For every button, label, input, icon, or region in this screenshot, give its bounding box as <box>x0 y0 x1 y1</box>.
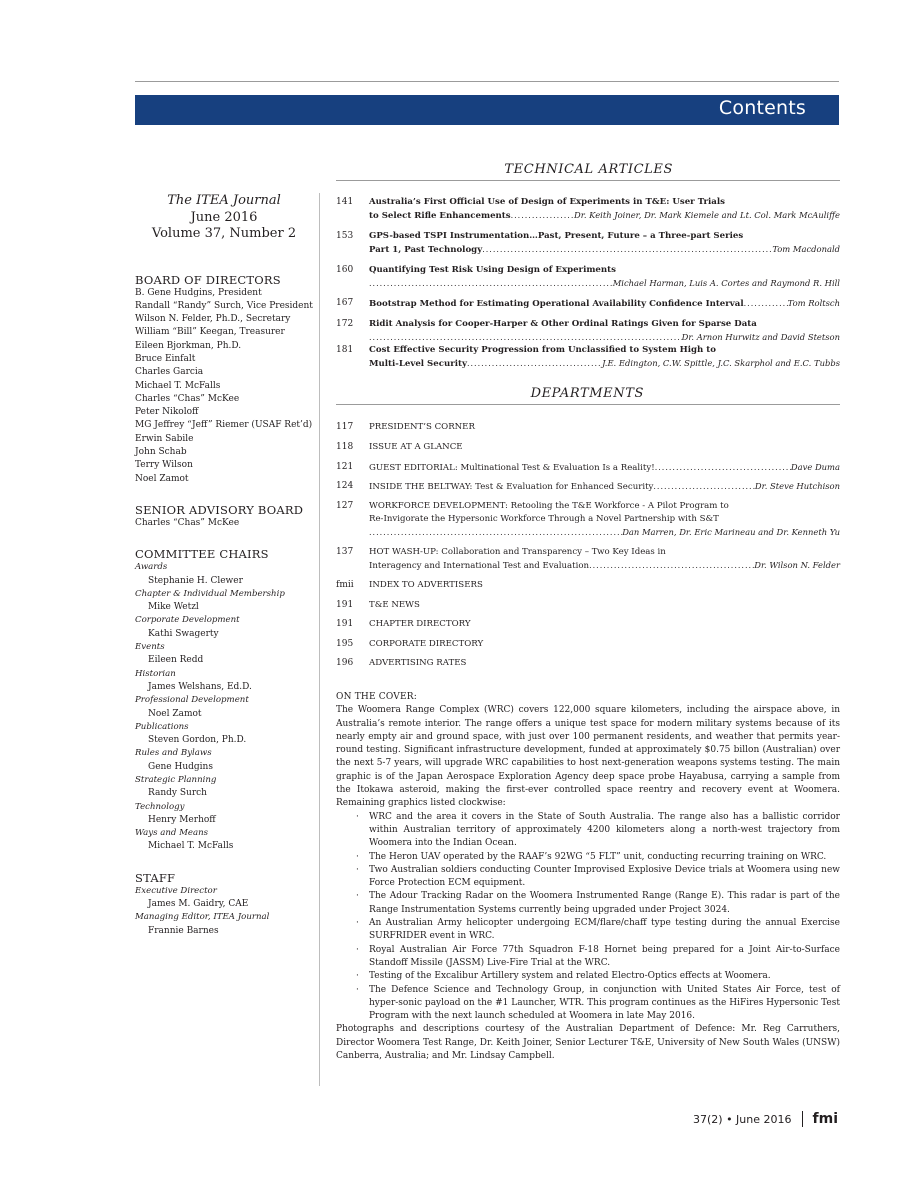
department-entry[interactable] <box>336 638 840 651</box>
board-title: BOARD OF DIRECTORS <box>135 272 281 287</box>
board-member: Wilson N. Felder, Ph.D., Secretary <box>135 314 291 325</box>
department-authors: Dr. Steve Hutchison <box>754 481 840 491</box>
board-member: William “Bill” Keegan, Treasurer <box>135 327 285 338</box>
committee-role: Chapter & Individual Membership <box>135 588 285 599</box>
article-authors: Tom Roltsch <box>787 298 840 308</box>
article-title: to Select Rifle Enhancements <box>369 211 511 221</box>
page-number: 160 <box>336 265 354 275</box>
committee-chair: Stephanie H. Clewer <box>148 575 243 586</box>
page-number: 127 <box>336 501 354 511</box>
department-entry[interactable] <box>336 500 840 539</box>
department-title: Interagency and International Test and Evaluation <box>369 561 590 571</box>
technical-heading <box>336 162 840 181</box>
page-number: 167 <box>336 298 354 308</box>
committee-chair: Michael T. McFalls <box>148 841 234 852</box>
board-member: B. Gene Hudgins, President <box>135 287 262 298</box>
board-member: Noel Zamot <box>135 473 189 484</box>
department-authors: Dan Marren, Dr. Eric Marineau and Dr. Kenneth Yu <box>622 527 840 537</box>
page-number: 191 <box>336 619 354 629</box>
board-member: Eileen Bjorkman, Ph.D. <box>135 340 242 351</box>
cover-intro: The Woomera Range Complex (WRC) covers 122,000 square kilometers, including the airspace above, in Australia’s remote interior. The range offers a unique test space for modern military systems because of its nearly empty air and ground space, with just over 100 permanent residents, and weather that permits year-round testing. Significant infrastructure development, funded at approximately $0.75 billon (Australian) over the next 5-7 years, will upgrade WRC capabilities to host next-generation weapons systems testing. The main graphic is of the Japan Aerospace Exploration Agency deep space probe Hayabusa, carrying a sample from the Itokawa asteroid, making the first-ever controlled space reentry and recovery event at Woomera. Remaining graphics listed clockwise: <box>336 705 840 809</box>
article-authors: Dr. Arnon Hurwitz and David Stetson <box>681 332 840 342</box>
board-member: Charles Garcia <box>135 367 204 378</box>
department-authors: Dave Duma <box>790 462 840 472</box>
journal-volume: Volume 37, Number 2 <box>151 226 297 241</box>
committee-role: Historian <box>135 668 176 679</box>
board-member: Bruce Einfalt <box>135 353 196 364</box>
article-entry[interactable] <box>336 230 840 257</box>
article-entry[interactable] <box>336 318 840 344</box>
cover-bullet: · Royal Australian Air Force 77th Squadron F-18 Hornet being prepared for a Joint Air-to-Surface Standoff Missile (JASSM) Live-Fire Trial at the WRC. <box>336 944 840 971</box>
article-entry[interactable] <box>336 344 840 371</box>
article-title: Part 1, Past Technology <box>369 245 483 255</box>
advisory-title: SENIOR ADVISORY BOARD <box>135 502 304 517</box>
staff-name: Frannie Barnes <box>148 925 219 936</box>
staff-role: Executive Director <box>135 885 217 896</box>
department-entry[interactable] <box>336 421 840 434</box>
masthead-column <box>135 193 313 938</box>
board-member: Terry Wilson <box>135 460 193 471</box>
page-number: 117 <box>336 422 354 432</box>
committee-role: Awards <box>135 562 168 573</box>
committee-chair: Gene Hudgins <box>148 761 213 772</box>
committee-role: Rules and Bylaws <box>135 748 212 759</box>
article-title: Bootstrap Method for Estimating Operational Availability Confidence Interval <box>369 299 744 309</box>
committee-chair: Kathi Swagerty <box>148 628 219 639</box>
committee-role: Corporate Development <box>135 615 240 626</box>
department-entry[interactable] <box>336 461 840 475</box>
department-entry[interactable] <box>336 546 840 573</box>
contents-banner <box>135 95 839 125</box>
department-entry[interactable] <box>336 579 840 592</box>
article-authors: Tom Macdonald <box>772 244 840 254</box>
cover-bullet: · Two Australian soldiers conducting Counter Improvised Explosive Device trials at Woomera using new Force Protection ECM equipment. <box>336 864 840 891</box>
cover-bullet: · An Australian Army helicopter undergoing ECM/flare/chaff type testing during the annual Exercise SURFRIDER event in WRC. <box>336 917 840 944</box>
committee-role: Ways and Means <box>135 828 209 839</box>
advisory-member: Charles “Chas” McKee <box>135 517 240 528</box>
page-number: 124 <box>336 481 354 491</box>
page-number: 121 <box>336 462 354 472</box>
article-title: Multi-Level Security <box>369 359 467 369</box>
committee-chair: James Welshans, Ed.D. <box>148 681 252 692</box>
board-member: Peter Nikoloff <box>135 407 199 418</box>
journal-header <box>135 193 313 243</box>
cover-bullets <box>336 811 840 1024</box>
departments-heading <box>336 386 840 405</box>
staff-title: STAFF <box>135 870 176 885</box>
board-member: John Schab <box>135 447 187 458</box>
journal-title: The ITEA Journal <box>167 193 281 208</box>
article-title: Australia’s First Official Use of Design of Experiments in T&E: User Trials <box>369 197 725 207</box>
cover-description <box>336 691 840 1063</box>
brand-mark: fmi <box>812 1111 838 1127</box>
page-footer <box>693 1111 838 1127</box>
article-entry[interactable] <box>336 297 840 311</box>
department-title: PRESIDENT’S CORNER <box>369 422 475 432</box>
article-authors: Michael Harman, Luis A. Cortes and Raymond R. Hill <box>612 278 840 288</box>
heading-rule <box>336 180 840 181</box>
department-entry[interactable] <box>336 618 840 631</box>
article-authors: J.E. Edington, C.W. Spittle, J.C. Skarphol and E.C. Tubbs <box>602 358 840 368</box>
staff-name: James M. Gaidry, CAE <box>148 899 249 910</box>
department-entry[interactable] <box>336 657 840 670</box>
committee-chair: Steven Gordon, Ph.D. <box>148 735 247 746</box>
department-title: CHAPTER DIRECTORY <box>369 619 471 629</box>
cover-label: ON THE COVER: <box>336 692 417 702</box>
committee-chair: Eileen Redd <box>148 655 204 666</box>
board-member: Erwin Sabile <box>135 433 194 444</box>
department-title: CORPORATE DIRECTORY <box>369 639 484 649</box>
article-title: Quantifying Test Risk Using Design of Experiments <box>369 265 616 275</box>
technical-title: TECHNICAL ARTICLES <box>504 162 673 177</box>
committee-role: Events <box>135 642 165 653</box>
page-number: 196 <box>336 658 354 668</box>
department-entry[interactable] <box>336 599 840 612</box>
page-number: 153 <box>336 231 354 241</box>
board-member: Randall “Randy” Surch, Vice President <box>135 300 313 311</box>
footer-divider <box>802 1111 803 1127</box>
page-number: 141 <box>336 197 354 207</box>
top-rule <box>135 81 839 82</box>
heading-rule <box>336 404 840 405</box>
page-number: 118 <box>336 442 354 452</box>
department-title: ADVERTISING RATES <box>369 658 467 668</box>
department-entry[interactable] <box>336 441 840 454</box>
committee-role: Strategic Planning <box>135 775 217 785</box>
page-number: fmii <box>336 580 354 590</box>
board-list <box>135 287 313 486</box>
department-entry[interactable] <box>336 480 840 494</box>
article-title: GPS-based TSPI Instrumentation…Past, Present, Future – a Three-part Series <box>369 231 744 241</box>
page-number: 191 <box>336 600 354 610</box>
article-entry[interactable] <box>336 264 840 290</box>
committee-chair: Randy Surch <box>148 788 207 799</box>
article-authors: Dr. Keith Joiner, Dr. Mark Kiemele and Lt. Col. Mark McAuliffe <box>574 210 840 220</box>
department-title: WORKFORCE DEVELOPMENT: Retooling the T&E Workforce - A Pilot Program to <box>369 501 729 511</box>
page-number: 195 <box>336 639 354 649</box>
article-title: Ridit Analysis for Cooper-Harper & Other Ordinal Ratings Given for Sparse Data <box>369 319 757 329</box>
cover-bullet: · Testing of the Excalibur Artillery system and related Electro-Optics effects at Woomera. <box>336 970 840 983</box>
cover-bullet: · The Heron UAV operated by the RAAF’s 92WG “5 FLT” unit, conducting recurring training on WRC. <box>336 851 840 864</box>
journal-date: June 2016 <box>190 209 258 225</box>
cover-bullet: · The Adour Tracking Radar on the Woomera Instrumented Range (Range E). This radar is part of the Range Instrumentation Systems currently being upgraded under Project 3024. <box>336 890 840 917</box>
department-title: HOT WASH-UP: Collaboration and Transparency – Two Key Ideas in <box>369 547 666 557</box>
department-title: INDEX TO ADVERTISERS <box>369 580 483 590</box>
department-title: GUEST EDITORIAL: Multinational Test & Evaluation Is a Reality! <box>369 463 655 473</box>
departments-title: DEPARTMENTS <box>530 386 644 401</box>
department-authors: Dr. Wilson N. Felder <box>754 560 840 570</box>
committee-role: Publications <box>135 721 189 732</box>
page-number: 137 <box>336 547 354 557</box>
board-member: Michael T. McFalls <box>135 380 221 391</box>
cover-credits: Photographs and descriptions courtesy of the Australian Department of Defence: Mr. Reg Carruthers, Director Woomera Test Range, Dr. Keith Joiner, Senior Lecturer T&E, University of New South Wales (UNSW) Canberra, Australia; and Mr. Lindsay Campbell. <box>336 1024 840 1062</box>
article-entry[interactable] <box>336 196 840 223</box>
article-title: Cost Effective Security Progression from Unclassified to System High to <box>369 345 716 355</box>
issue-label: 37(2) • June 2016 <box>693 1112 792 1126</box>
department-title: T&E NEWS <box>369 600 420 610</box>
cover-bullet: · The Defence Science and Technology Group, in conjunction with United States Air Force, test of hyper-sonic payload on the #1 Launcher, WTR. This program continues as the HiFires Hypersonic Test Program with the next launch scheduled at Woomera in late May 2016. <box>336 984 840 1024</box>
page-number: 172 <box>336 319 354 329</box>
page-title: Contents <box>718 97 806 119</box>
committee-chair: Noel Zamot <box>148 708 202 719</box>
committee-chair: Henry Merhoff <box>148 814 216 825</box>
committee-role: Professional Development <box>135 695 249 706</box>
committee-role: Technology <box>135 801 185 812</box>
committee-chair: Mike Wetzl <box>148 602 199 613</box>
page-number: 181 <box>336 345 354 355</box>
column-divider <box>319 193 320 1086</box>
department-title: INSIDE THE BELTWAY: Test & Evaluation for Enhanced Security <box>369 482 654 492</box>
board-member: Charles “Chas” McKee <box>135 393 240 404</box>
staff-role: Managing Editor, ITEA Journal <box>135 912 270 923</box>
committee-title: COMMITTEE CHAIRS <box>135 547 269 562</box>
department-title: Re-Invigorate the Hypersonic Workforce Through a Novel Partnership with S&T <box>369 514 719 524</box>
cover-bullet: · WRC and the area it covers in the State of South Australia. The range also has a ballistic corridor within Australian territory of approximately 4200 kilometers along a north-west trajectory from Woomera into the Indian Ocean. <box>336 811 840 851</box>
department-title: ISSUE AT A GLANCE <box>369 442 463 452</box>
board-member: MG Jeffrey “Jeff” Riemer (USAF Ret’d) <box>135 420 313 431</box>
